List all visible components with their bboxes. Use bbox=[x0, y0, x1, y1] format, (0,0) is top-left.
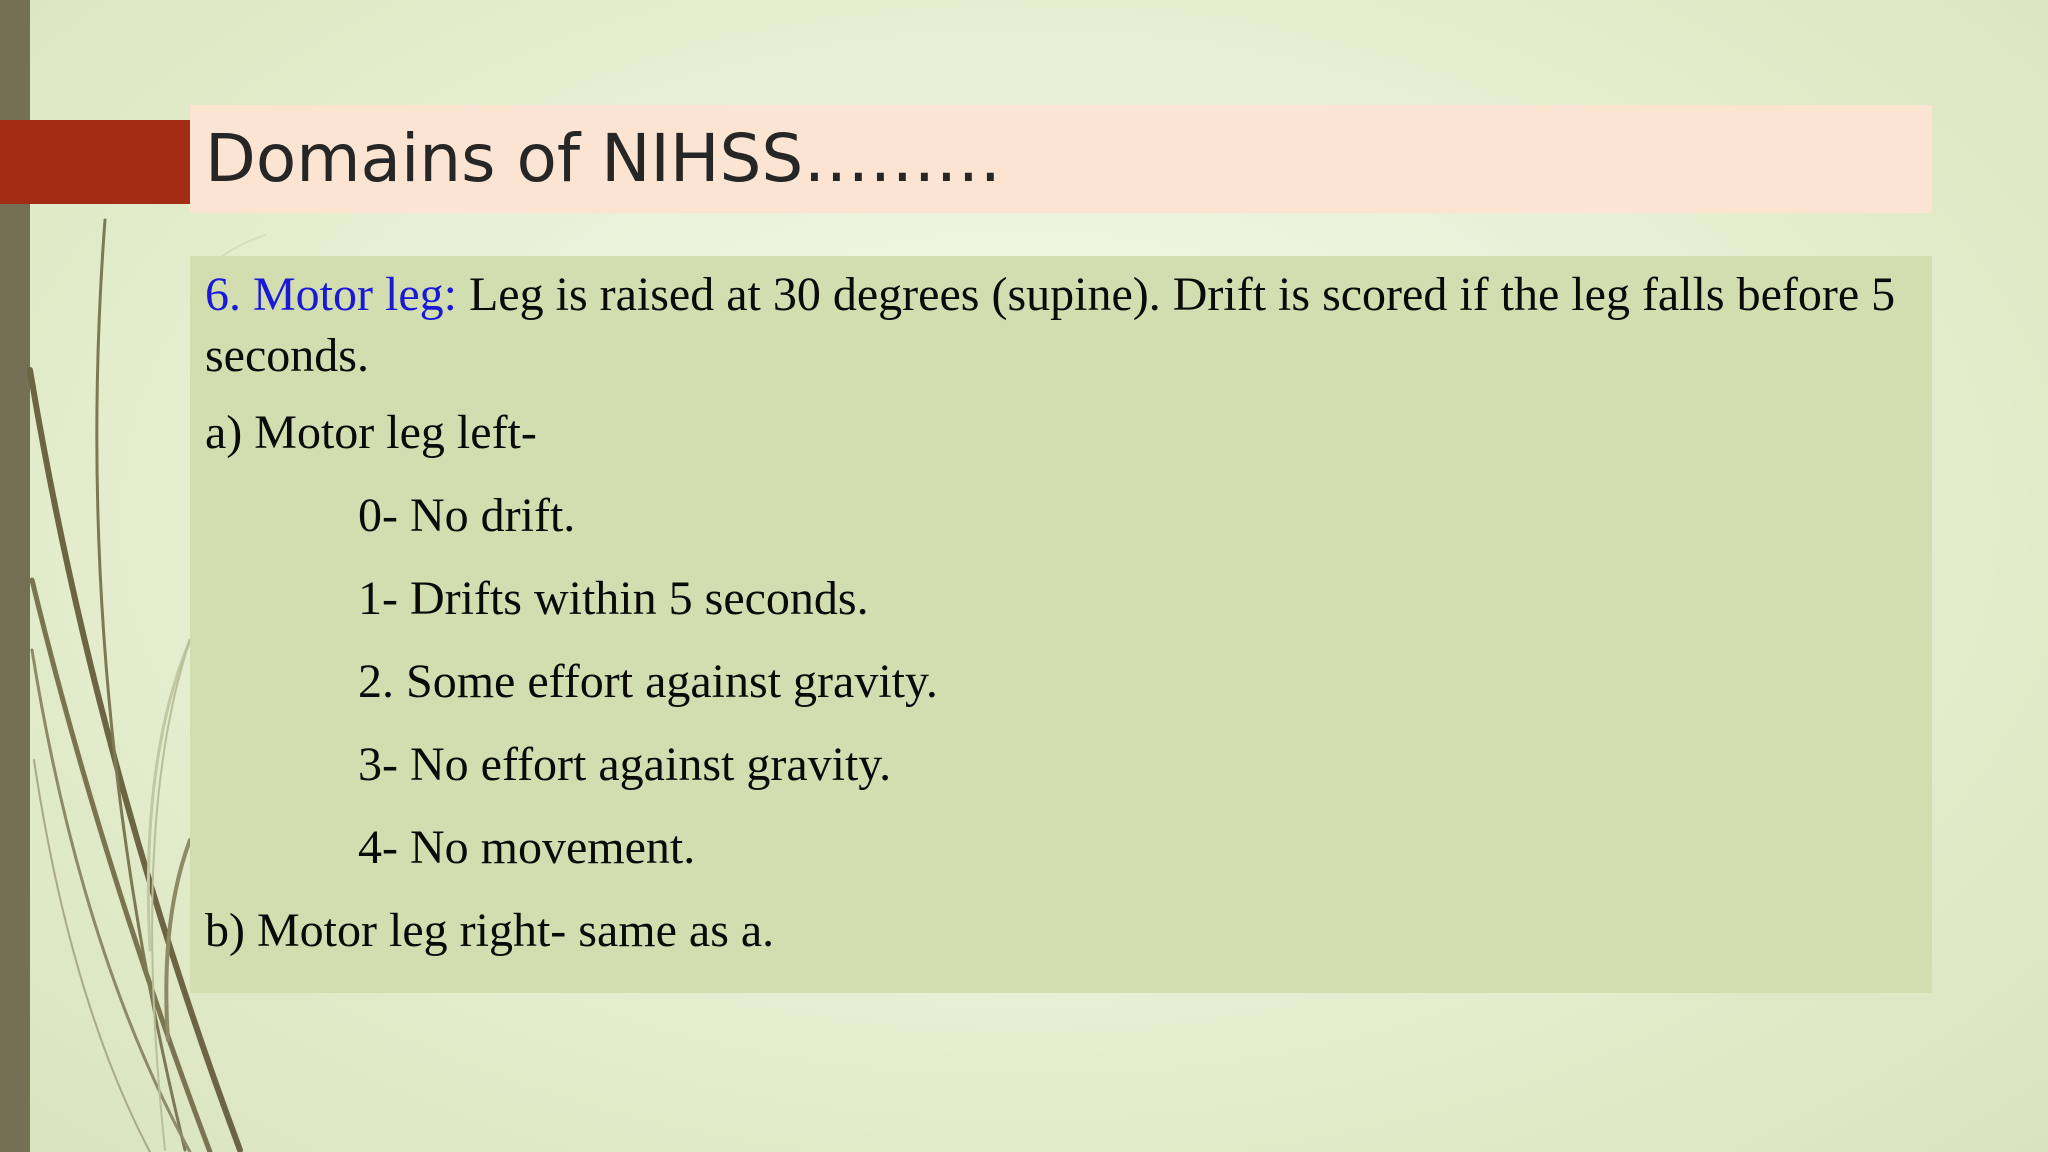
score-item: 2. Some effort against gravity. bbox=[358, 655, 938, 708]
section-label: 6. Motor leg: bbox=[205, 268, 457, 321]
section-description: Leg is raised at 30 degrees (supine). Drift is scored if the leg falls before 5 seconds. bbox=[205, 268, 1896, 382]
part-b-heading: b) Motor leg right- same as a. bbox=[205, 904, 775, 957]
slide-title: Domains of NIHSS……… bbox=[205, 120, 1002, 197]
grass-blade bbox=[152, 640, 190, 1150]
score-item: 4- No movement. bbox=[358, 821, 696, 874]
content-box bbox=[190, 256, 1932, 993]
score-item: 0- No drift. bbox=[358, 489, 576, 542]
part-a-heading: a) Motor leg left- bbox=[205, 406, 537, 459]
grass-blade bbox=[97, 220, 185, 1150]
grass-blade bbox=[166, 840, 190, 1040]
score-item: 1- Drifts within 5 seconds. bbox=[358, 572, 869, 625]
section-intro bbox=[205, 264, 1916, 386]
score-item: 3- No effort against gravity. bbox=[358, 738, 892, 791]
title-accent-block bbox=[0, 120, 190, 204]
